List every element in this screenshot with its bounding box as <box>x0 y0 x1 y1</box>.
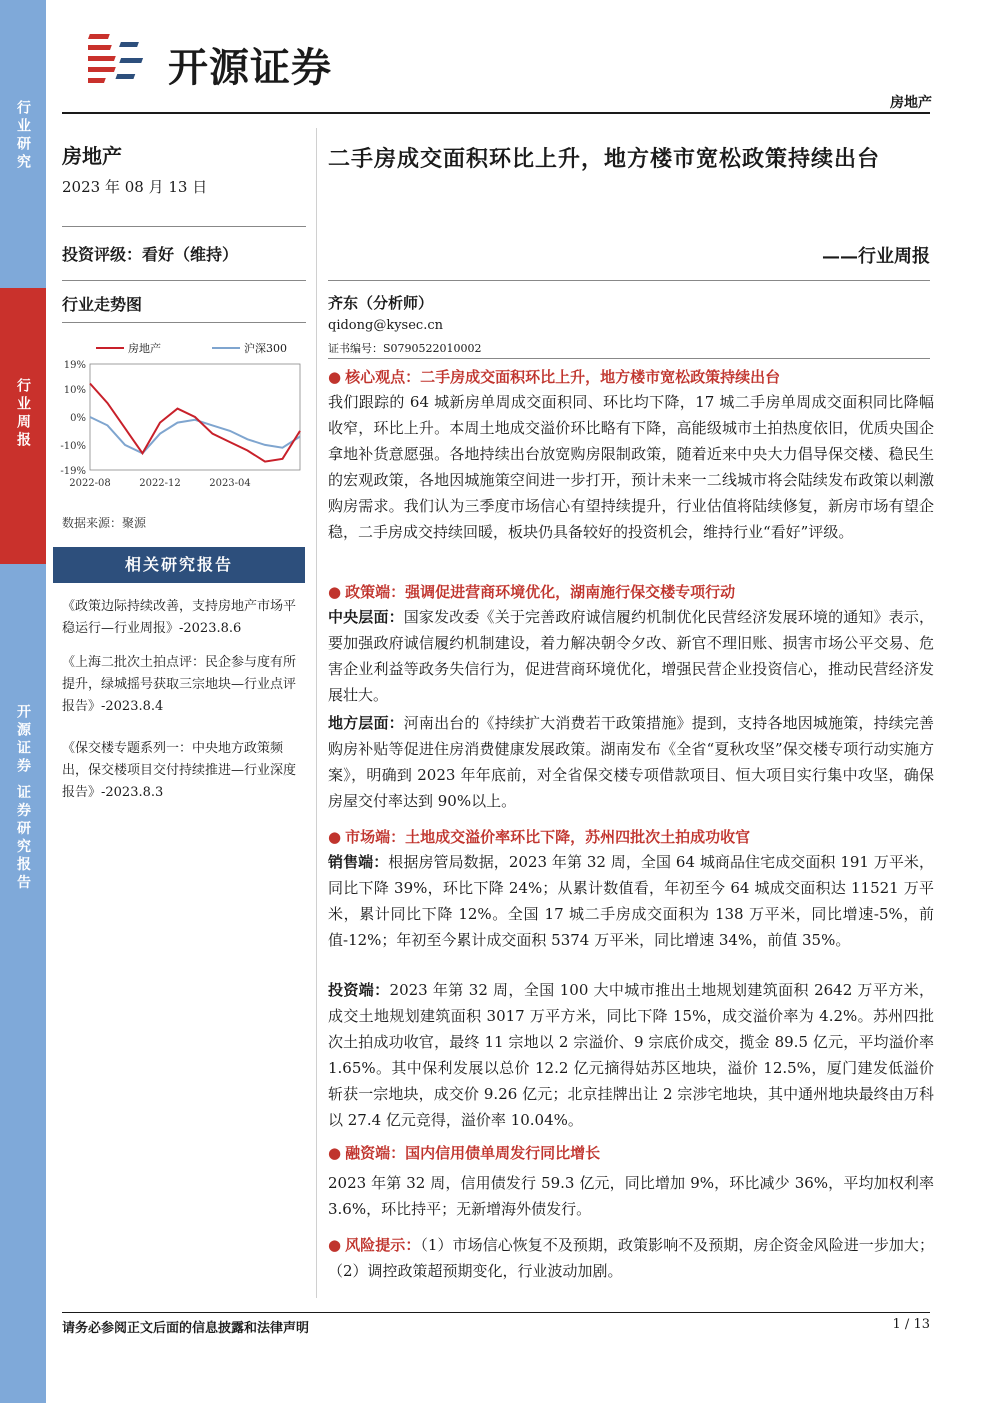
y-tick-label: -19% <box>60 466 86 477</box>
section-core-heading <box>328 366 780 387</box>
section-finance-body: 2023 年第 32 周，信用债发行 59.3 亿元，同比增加 9%，环比减少 36%，平均加权利率 3.6%，环比持平；无新增海外债发行。 <box>328 1174 934 1218</box>
section-market-heading <box>328 826 750 847</box>
section-risk <box>328 1232 934 1284</box>
side-strip-top <box>0 0 46 288</box>
bullet-icon: ● <box>328 1236 342 1254</box>
page-number: 1 / 13 <box>892 1317 930 1332</box>
investment-rating: 投资评级：看好（维持） <box>62 245 239 264</box>
section-market-invest <box>328 977 934 1133</box>
risk-label: 风险提示： <box>345 1236 421 1254</box>
related-report-item[interactable]: 《政策边际持续改善，支持房地产市场平稳运行—行业周报》-2023.8.6 <box>62 599 297 636</box>
section-core-title: 二手房成交面积环比上升，地方楼市宽松政策持续出台 <box>420 368 781 386</box>
section-core-label: 核心观点： <box>345 368 421 386</box>
section-policy-label: 政策端： <box>345 583 406 601</box>
side-strip-middle <box>0 288 46 564</box>
related-report-item[interactable]: 《保交楼专题系列一：中央地方政策频出，保交楼项目交付持续推进—行业深度报告》-2023.8.3 <box>62 741 297 800</box>
analyst-cert: 证书编号：S0790522010002 <box>328 342 482 355</box>
side-strip-middle-label: 行业周报 <box>15 378 31 450</box>
header-rule <box>62 112 930 114</box>
invest-text: 2023 年第 32 周，全国 100 大中城市推出土地规划建筑面积 2642 万平方米，成交土地规划建筑面积 3017 万平方米，同比下降 15%，成交溢价率为 4.2%。苏州四批次土拍成功收官，最终 11 宗地以 2 宗溢价、9 宗底价成交，揽金 89.5 亿元，平均溢价率 1.65%。其中保利发展以总价 12.2 亿元摘得姑苏区地块，溢价 12.5%，厦门建发低溢价斩获一宗地块，成交价 9.26 亿元；北京挂牌出让 2 宗涉宅地块，其中通州地块最终由万科以 27.4 亿元竞得，溢价率 10.04%。 <box>328 981 934 1129</box>
bullet-icon: ● <box>328 828 342 846</box>
footer-disclaimer: 请务必参阅正文后面的信息披露和法律声明 <box>62 1321 310 1336</box>
section-market-label: 市场端： <box>345 828 406 846</box>
trend-chart <box>56 334 306 496</box>
trend-heading: 行业走势图 <box>62 295 143 314</box>
section-policy-heading <box>328 581 735 602</box>
local-text: 河南出台的《持续扩大消费若干政策措施》提到，支持各地因城施策，持续完善购房补贴等促进住房消费健康发展政策。湖南发布《全省“夏秋攻坚”保交楼专项行动实施方案》，明确到 2023 年年底前，对全省保交楼专项借款项目、恒大项目实行集中攻坚，确保房屋交付率达到 90%以上。 <box>328 714 934 810</box>
section-policy-central <box>328 604 934 708</box>
section-market-title: 土地成交溢价率环比下降，苏州四批次土拍成功收官 <box>405 828 751 846</box>
analyst-name: 齐东（分析师） <box>328 294 434 312</box>
sales-label: 销售端： <box>328 853 389 871</box>
x-tick-label: 2022-08 <box>69 478 111 489</box>
side-strip-top-label: 行业研究 <box>15 100 31 172</box>
left-divider-3 <box>62 322 306 323</box>
report-title: 二手房成交面积环比上升，地方楼市宽松政策持续出台 <box>328 146 881 172</box>
side-strip-bottom-label: 开源证券 证券研究报告 <box>15 704 31 893</box>
brand-logo-icon <box>88 28 162 88</box>
left-divider-1 <box>62 226 306 227</box>
series-line <box>90 384 300 462</box>
x-tick-label: 2023-04 <box>209 478 251 489</box>
footer-rule <box>62 1312 930 1313</box>
bullet-icon: ● <box>328 368 342 386</box>
header-section: 房地产 <box>890 95 932 111</box>
section-market-sales <box>328 849 934 953</box>
legend-label: 沪深300 <box>244 342 287 355</box>
right-divider-2 <box>328 358 930 359</box>
local-label: 地方层面： <box>328 714 404 732</box>
y-tick-label: -10% <box>60 440 86 452</box>
section-finance-label: 融资端： <box>345 1144 406 1162</box>
bullet-icon: ● <box>328 1144 342 1162</box>
invest-label: 投资端： <box>328 981 390 999</box>
related-report-item[interactable]: 《上海二批次土拍点评：民企参与度有所提升，绿城摇号获取三宗地块—行业点评报告》-2023.8.4 <box>62 655 297 714</box>
central-text: 国家发改委《关于完善政府诚信履约机制优化民营经济发展环境的通知》表示，要加强政府诚信履约机制建设，着力解决朝令夕改、新官不理旧账、损害市场公平交易、危害企业利益等政务失信行为，促进营商环境优化，增强民营企业投资信心，推动民营经济发展壮大。 <box>328 608 934 704</box>
y-tick-label: 10% <box>63 385 86 397</box>
section-finance-heading <box>328 1142 600 1163</box>
side-strip-bottom <box>0 564 46 1403</box>
right-divider <box>328 280 930 281</box>
related-reports-heading: 相关研究报告 <box>53 547 305 583</box>
brand-name: 开源证券 <box>168 45 332 91</box>
report-type: ——行业周报 <box>822 246 930 267</box>
risk-heading <box>328 1236 420 1254</box>
y-tick-label: 19% <box>63 360 86 371</box>
sales-text: 根据房管局数据，2023 年第 32 周，全国 64 城商品住宅成交面积 191 万平米，同比下降 39%，环比下降 24%；从累计数值看，年初至今 64 城成交面积达 11521 万平米，累计同比下降 12%。全国 17 城二手房成交面积为 138 万平米，同比增速-5%，前值-12%；年初至今累计成交面积 5374 万平米，同比增速 34%，前值 35%。 <box>328 853 934 949</box>
chart-source: 数据来源：聚源 <box>62 516 147 530</box>
x-tick-label: 2022-12 <box>139 478 181 489</box>
left-divider-2 <box>62 280 306 281</box>
section-finance-title: 国内信用债单周发行同比增长 <box>405 1144 601 1162</box>
report-date: 2023 年 08 月 13 日 <box>62 178 208 196</box>
analyst-email[interactable]: qidong@kysec.cn <box>328 318 443 333</box>
section-policy-local <box>328 710 934 814</box>
risk-text: （1）市场信心恢复不及预期，政策影响不及预期，房企资金风险进一步加大；（2）调控政策超预期变化，行业波动加剧。 <box>328 1236 934 1280</box>
legend-label: 房地产 <box>128 342 161 355</box>
central-label: 中央层面： <box>328 608 404 626</box>
industry-name: 房地产 <box>62 144 122 168</box>
bullet-icon: ● <box>328 583 342 601</box>
section-policy-title: 强调促进营商环境优化，湖南施行保交楼专项行动 <box>405 583 736 601</box>
column-separator <box>316 128 317 1298</box>
y-tick-label: 0% <box>70 413 86 424</box>
section-core-body: 我们跟踪的 64 城新房单周成交面积同、环比均下降，17 城二手房单周成交面积同比降幅收窄，环比上升。本周土地成交溢价环比略有下降，高能级城市土拍热度依旧，优质央国企拿地补货意愿强。各地持续出台放宽购房限制政策，随着近来中央大力倡导保交楼、稳民生的宏观政策，各地因城施策空间进一步打开，预计未来一二线城市将会陆续发布政策以刺激购房需求。我们认为三季度市场信心有望持续提升，行业估值将陆续修复，新房市场有望企稳，二手房成交持续回暖，板块仍具备较好的投资机会，维持行业“看好”评级。 <box>328 393 934 541</box>
